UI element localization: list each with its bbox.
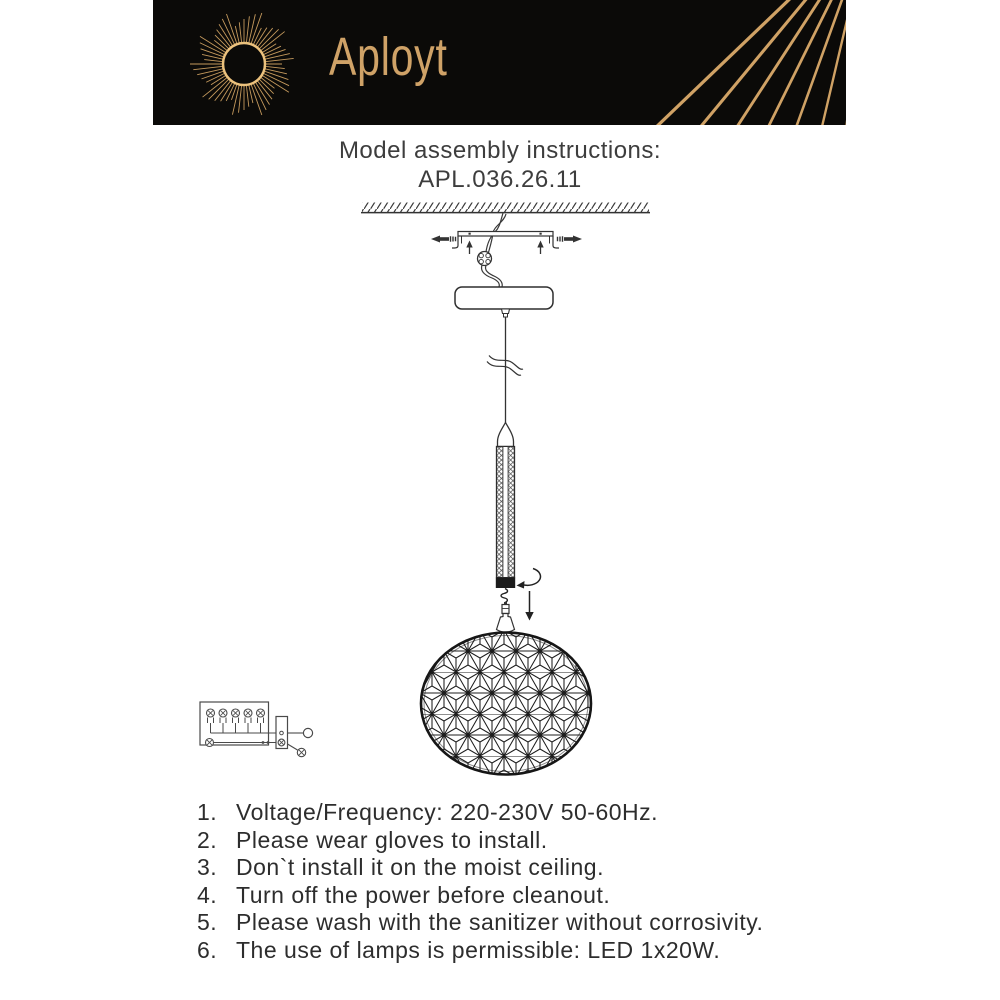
instruction-text: Don`t install it on the moist ceiling. <box>236 854 604 881</box>
crystal-sphere-shade <box>418 630 594 778</box>
instruction-number: 5. <box>197 909 218 936</box>
instruction-item <box>197 882 857 910</box>
instruction-text: Voltage/Frequency: 220-230V 50-60Hz. <box>236 799 659 825</box>
instruction-number: 2. <box>197 826 218 853</box>
instruction-item <box>197 909 857 937</box>
instruction-text: Please wear gloves to install. <box>236 826 548 853</box>
instruction-item <box>197 937 857 965</box>
instruction-list <box>197 799 857 965</box>
instruction-item <box>197 827 857 855</box>
instruction-number: 3. <box>197 854 218 881</box>
instruction-item <box>197 854 857 882</box>
instruction-text: The use of lamps is permissible: LED 1x20W. <box>236 936 721 963</box>
wiring-diagram <box>200 702 313 757</box>
cord-grip <box>498 423 514 447</box>
wire-connector <box>478 252 492 266</box>
assembly-diagram <box>150 190 850 800</box>
insert-pin-arrows <box>466 241 543 255</box>
instruction-text: Please wash with the sanitizer without corrosivity. <box>236 909 764 936</box>
instruction-item <box>197 799 857 827</box>
page-title: Model assembly instructions: <box>338 137 662 164</box>
ray-fan-icon <box>495 0 846 125</box>
ceiling-canopy <box>455 287 553 317</box>
model-number: APL.036.26.11 <box>418 165 582 193</box>
ceiling-hatch <box>361 203 650 213</box>
title-block <box>150 137 850 194</box>
crystal-tube <box>496 447 515 589</box>
brand-banner <box>153 0 846 125</box>
side-screw-left-icon <box>431 236 456 243</box>
instruction-number: 6. <box>197 936 218 963</box>
canopy-wire <box>481 265 502 287</box>
shade-holder-cup <box>497 614 515 633</box>
instruction-number: 4. <box>197 881 218 908</box>
down-arrow-icon <box>525 591 533 621</box>
instruction-text: Turn off the power before cleanout. <box>236 881 611 908</box>
side-screw-right-icon <box>558 236 583 243</box>
brand-name: Aployt <box>329 27 448 87</box>
banner-decoration <box>153 0 846 125</box>
lamp-socket <box>502 602 509 614</box>
instruction-number: 1. <box>197 799 218 825</box>
rotate-arrow-icon <box>517 569 541 589</box>
threaded-nipple <box>501 589 507 603</box>
sunburst-logo-icon <box>190 13 294 115</box>
